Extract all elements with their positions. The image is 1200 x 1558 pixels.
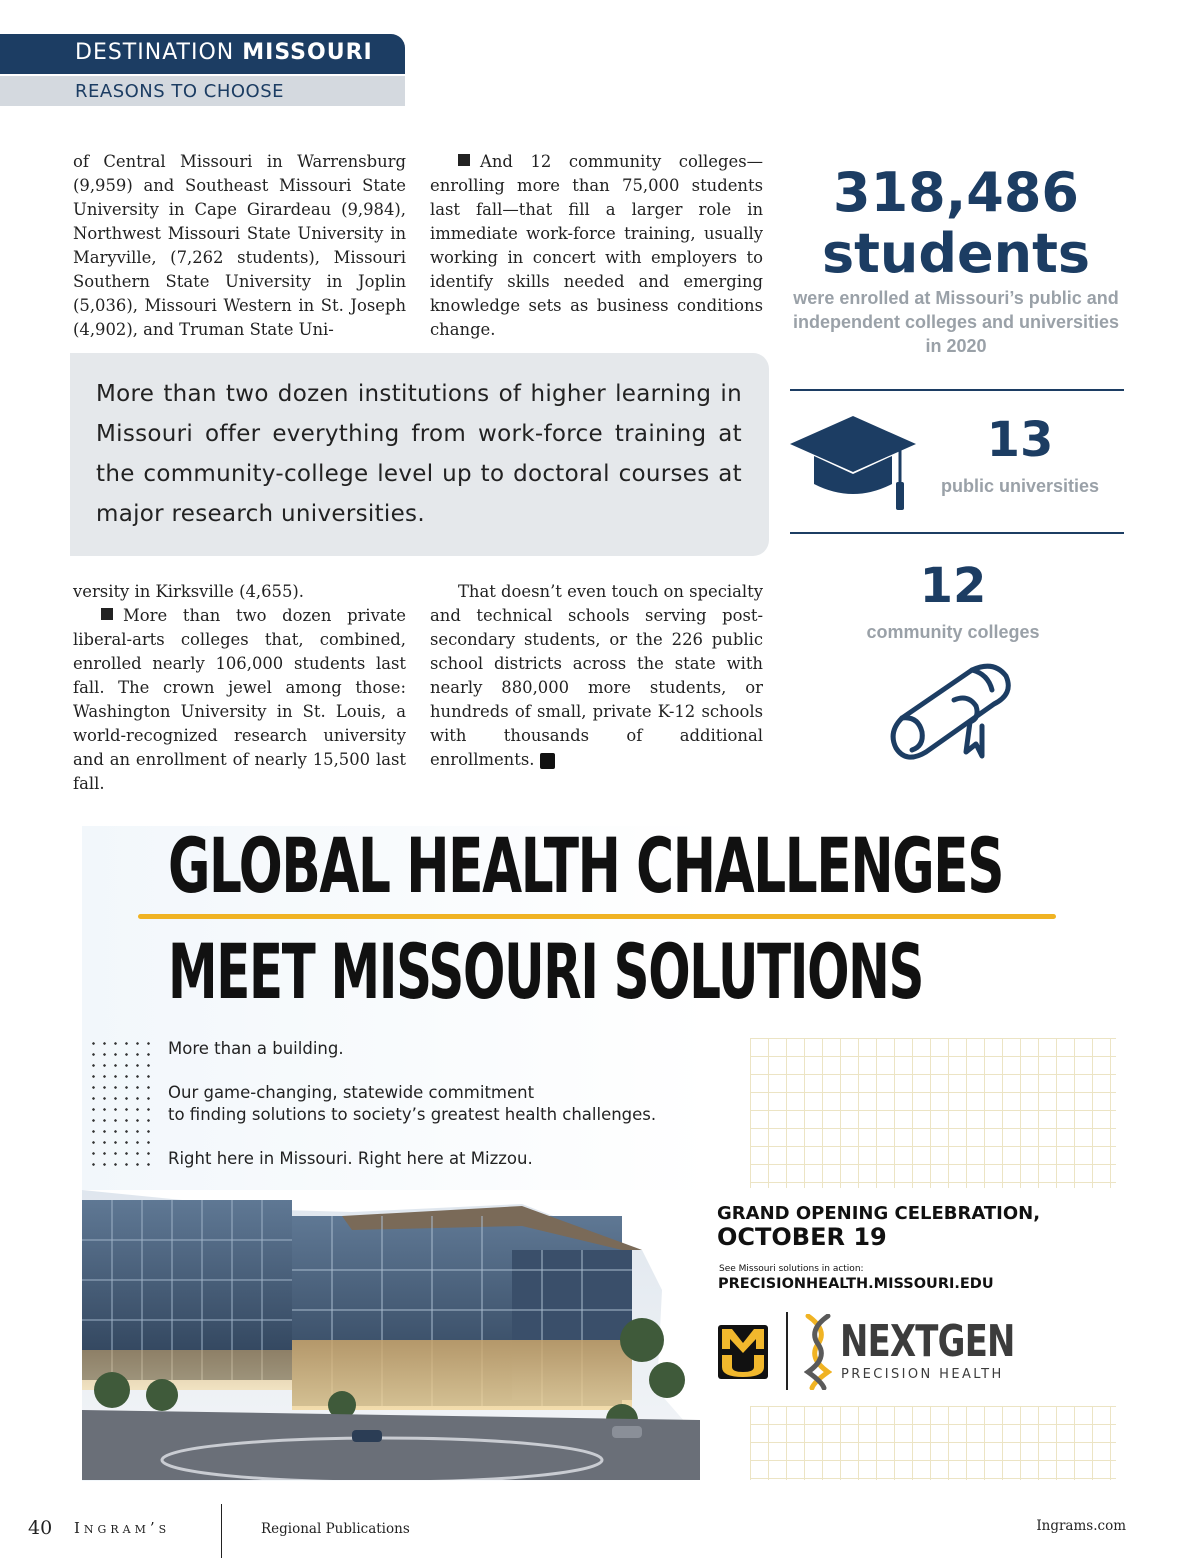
mizzou-logo-icon (718, 1325, 768, 1379)
stat-universities-label: public universities (940, 476, 1100, 496)
ad-headline-top: GLOBAL HEALTH CHALLENGES (168, 821, 1004, 910)
footer-divider (221, 1504, 222, 1558)
article-column-2-bottom (430, 580, 763, 772)
ad-date: OCTOBER 19 (717, 1223, 887, 1251)
stat-colleges-number: 12 (919, 558, 987, 614)
bullet-square-icon (101, 608, 113, 620)
end-mark-icon: I (540, 753, 555, 769)
ad-copy-line: Right here in Missouri. Right here at Mizzou. (168, 1149, 533, 1168)
ad-dot-pattern (88, 1038, 150, 1170)
diploma-scroll-icon (884, 660, 1020, 768)
ad-headline-bottom: MEET MISSOURI SOLUTIONS (168, 927, 924, 1016)
page-number: 40 (28, 1517, 53, 1539)
pull-quote-text: More than two dozen institutions of higher learning in Missouri offer everything from work-force training at the community-college level up to doctoral courses at major research universities. (96, 381, 742, 527)
graduation-cap-icon (788, 412, 918, 514)
precision-health-wordmark: PRECISION HEALTH (841, 1367, 1004, 1382)
section-title-light: DESTINATION (75, 40, 235, 65)
ad-grid-pattern (750, 1038, 1116, 1188)
article-column-2-top (430, 150, 763, 342)
ad-copy-line: to finding solutions to society’s greatest health challenges. (168, 1105, 657, 1124)
section-title (75, 40, 373, 65)
publication-name: Ingram’s (74, 1519, 171, 1537)
ad-see-label: See Missouri solutions in action: (719, 1264, 864, 1274)
ad-grid-pattern (750, 1406, 1116, 1480)
ad-copy-line: Our game-changing, statewide commitment (168, 1083, 535, 1102)
article-paragraph: of Central Missouri in Warrensburg (9,959) and Southeast Missouri State University in Cape Girardeau (9,984), Northwest Missouri State University in Maryville, (7,262 students), Missouri Southern State University in Joplin (5,036), Missouri Western in St. Joseph (4,902), and Truman State Uni- (73, 152, 406, 339)
article-paragraph: More than two dozen private liberal-arts colleges that, combined, enrolled nearly 106,000 students last fall. The crown jewel among those: Washington University in St. Louis, a world-recognized research university and an enrollment of nearly 15,500 last fall. (73, 606, 406, 793)
article-paragraph: And 12 community colleges—enrolling more than 75,000 students last fall—that fill a larger role in immediate work-force training, usually working in concert with employers to identify skills needed and emerging knowledge sets as business conditions change. (430, 152, 763, 339)
ad-grand-opening: GRAND OPENING CELEBRATION, (717, 1203, 1041, 1224)
ad-url: PRECISIONHEALTH.MISSOURI.EDU (718, 1276, 994, 1292)
logo-divider (786, 1312, 788, 1390)
footer-section: Regional Publications (261, 1521, 410, 1537)
article-column-1-bottom (73, 580, 406, 796)
stat-students-number: 318,486 (833, 161, 1079, 224)
dna-helix-icon (804, 1314, 832, 1390)
article-paragraph: That doesn’t even touch on specialty and technical schools serving post-secondary students, or the 226 public school districts across the state with nearly 880,000 more students, or hundreds of small, private K-12 schools with thousands of additional enrollments. (430, 582, 763, 769)
stat-colleges-label: community colleges (866, 622, 1040, 642)
article-paragraph: versity in Kirksville (4,655). (73, 582, 304, 601)
section-title-bold: MISSOURI (242, 40, 373, 65)
sidebar-divider (790, 532, 1124, 534)
building-rendering-image (82, 1190, 700, 1480)
sidebar-divider (790, 389, 1124, 391)
footer-website: Ingrams.com (1036, 1518, 1126, 1534)
stat-students-label: were enrolled at Missouri’s public and independent colleges and universities in 2020 (792, 288, 1120, 356)
ad-copy-line: More than a building. (168, 1039, 344, 1058)
article-column-1-top (73, 150, 406, 342)
stat-universities-number: 13 (986, 412, 1054, 468)
bullet-square-icon (458, 154, 470, 166)
ad-gold-rule (138, 914, 1056, 919)
nextgen-wordmark: NEXTGEN (840, 1316, 1015, 1367)
subsection-title: REASONS TO CHOOSE (75, 81, 285, 102)
stat-students-unit: students (821, 222, 1091, 285)
